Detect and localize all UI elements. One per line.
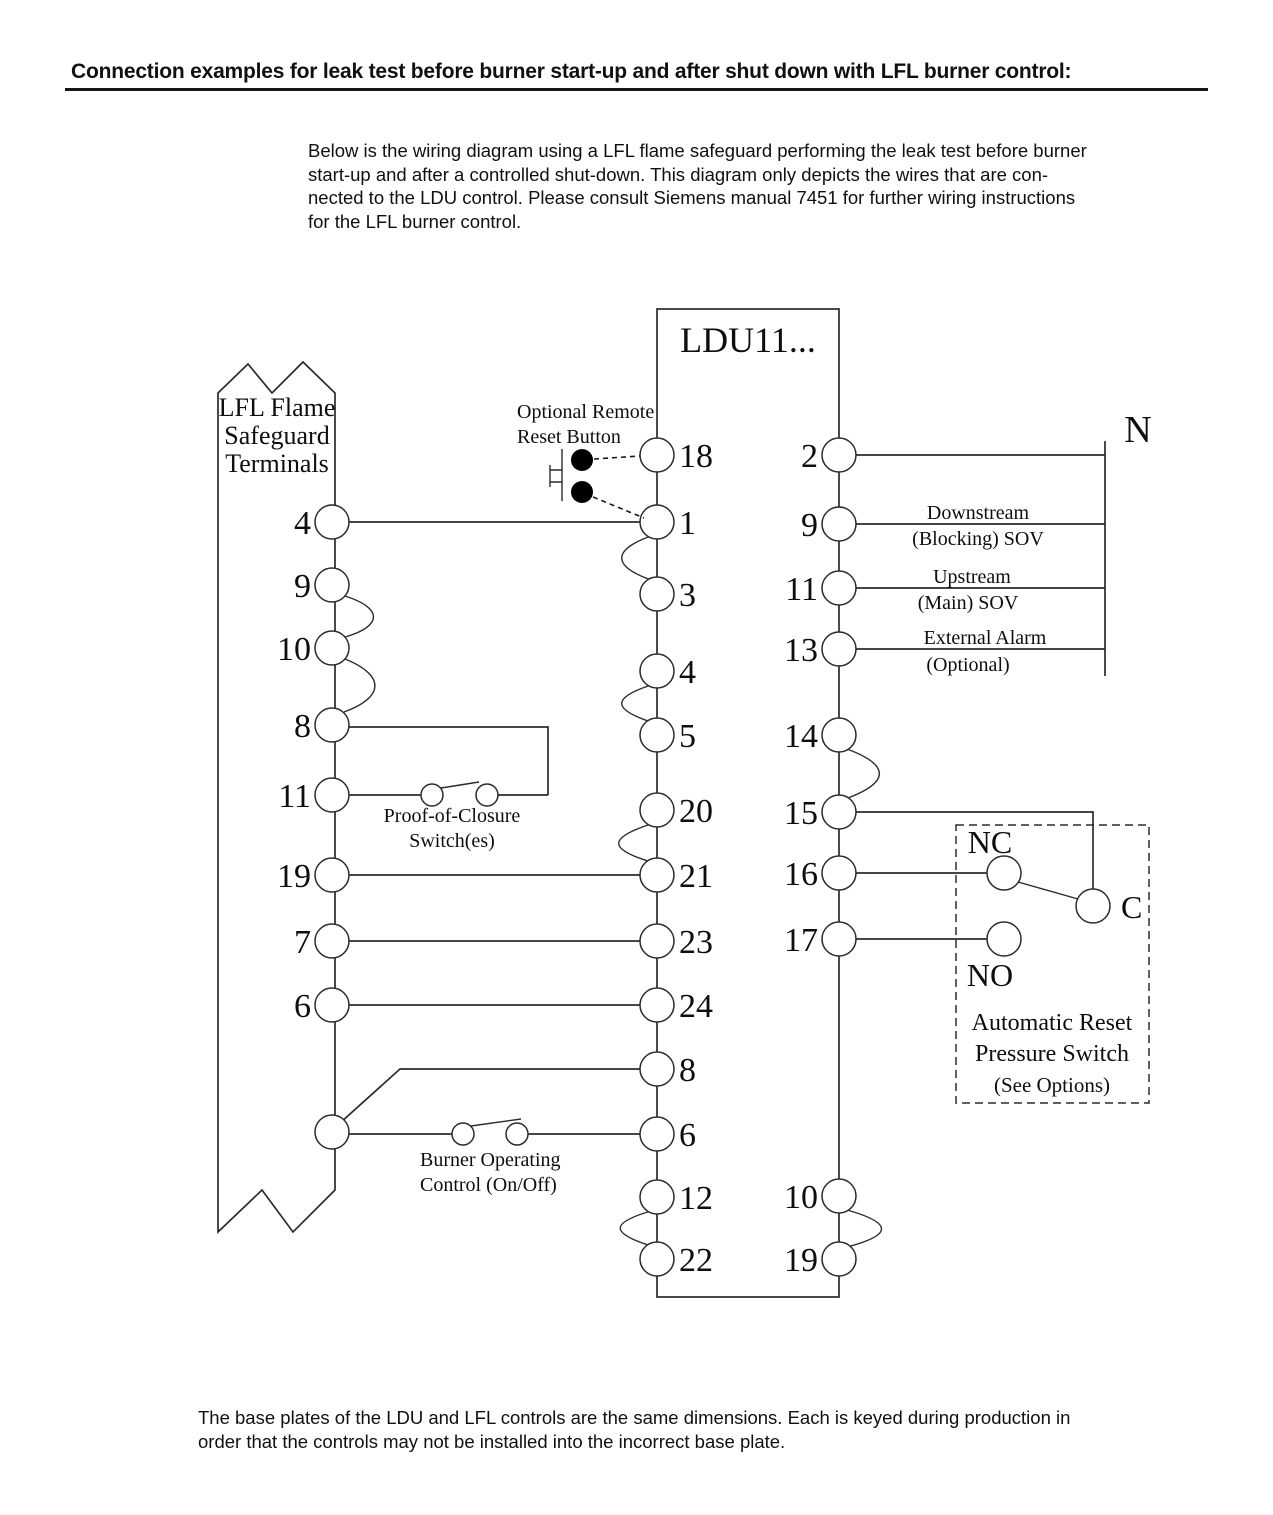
reset-button-actuator bbox=[550, 449, 562, 501]
lfl-block-label-line2: Safeguard bbox=[224, 421, 330, 450]
terminal-label: 2 bbox=[801, 438, 818, 475]
terminal-circle bbox=[640, 858, 674, 892]
terminal-circle bbox=[640, 793, 674, 827]
jumper-ldu20-ldu21 bbox=[619, 824, 651, 862]
terminal-label: 9 bbox=[294, 568, 311, 605]
terminal-circle bbox=[315, 858, 349, 892]
terminal-label: 8 bbox=[679, 1052, 696, 1089]
jumper-ldu12-ldu22 bbox=[620, 1211, 651, 1246]
pressure-switch-blade bbox=[1018, 882, 1078, 899]
ldu-terminal-19 bbox=[784, 1242, 856, 1279]
reset-button-label-line2: Reset Button bbox=[517, 426, 621, 448]
common-label: C bbox=[1121, 889, 1143, 925]
ldu-terminal-2 bbox=[801, 438, 856, 475]
terminal-label: 20 bbox=[679, 793, 713, 830]
terminal-circle bbox=[640, 654, 674, 688]
ldu-terminal-12 bbox=[640, 1180, 713, 1217]
reset-dashed-lead-to-1 bbox=[593, 497, 644, 518]
ldu-box-title: LDU11... bbox=[680, 320, 816, 360]
pressure-switch-label-line1: Automatic Reset bbox=[971, 1010, 1133, 1036]
terminal-label: 6 bbox=[294, 988, 311, 1025]
intro-line: start-up and after a controlled shut-down. This diagram only depicts the wires that are con- bbox=[308, 163, 1049, 185]
upstream-sov-line2: (Main) SOV bbox=[917, 592, 1019, 614]
lfl-terminals bbox=[277, 505, 349, 1149]
terminal-circle bbox=[822, 438, 856, 472]
external-alarm-line1: External Alarm bbox=[923, 627, 1047, 649]
proof-of-closure-switch bbox=[421, 782, 498, 806]
ldu-terminal-13 bbox=[784, 632, 856, 669]
boc-label-line2: Control (On/Off) bbox=[420, 1174, 557, 1196]
lfl-terminal-10 bbox=[277, 631, 349, 668]
terminal-label: 22 bbox=[679, 1242, 713, 1279]
neutral-label: N bbox=[1124, 409, 1152, 451]
burner-operating-switch bbox=[452, 1119, 528, 1145]
terminal-circle bbox=[822, 571, 856, 605]
terminal-label: 8 bbox=[294, 708, 311, 745]
terminal-circle bbox=[640, 1052, 674, 1086]
footer-paragraph bbox=[198, 1406, 1070, 1454]
terminal-circle bbox=[640, 1180, 674, 1214]
jumper-lfl10-lfl8 bbox=[344, 659, 375, 712]
terminal-circle bbox=[315, 988, 349, 1022]
downstream-sov-line1: Downstream bbox=[926, 502, 1030, 524]
nc-contact bbox=[987, 856, 1021, 890]
ldu-terminal-1 bbox=[640, 505, 696, 542]
terminal-label: 11 bbox=[785, 571, 818, 608]
terminal-label: 7 bbox=[294, 924, 311, 961]
poc-switch-blade bbox=[441, 782, 479, 788]
poc-contact-left bbox=[421, 784, 443, 806]
poc-contact-right bbox=[476, 784, 498, 806]
ldu-terminal-23 bbox=[640, 924, 713, 961]
boc-label-line1: Burner Operating bbox=[420, 1149, 561, 1171]
ldu-terminal-4 bbox=[640, 654, 696, 691]
terminal-label: 1 bbox=[679, 505, 696, 542]
lfl-block-label-line3: Terminals bbox=[225, 449, 329, 478]
common-contact bbox=[1076, 889, 1110, 923]
terminal-label: 19 bbox=[784, 1242, 818, 1279]
terminal-label: 15 bbox=[784, 795, 818, 832]
ldu-terminal-16 bbox=[784, 856, 856, 893]
ldu-terminal-17 bbox=[784, 922, 856, 959]
remote-reset-button bbox=[550, 449, 644, 518]
terminal-circle bbox=[822, 718, 856, 752]
terminal-label: 21 bbox=[679, 858, 713, 895]
jumper-ldu1-ldu3 bbox=[622, 536, 651, 580]
poc-label-line1: Proof-of-Closure bbox=[383, 805, 521, 827]
lfl-terminal-unlabeled bbox=[315, 1115, 349, 1149]
upstream-sov-line1: Upstream bbox=[933, 566, 1011, 588]
wire-boc-diagonal-to-ldu8 bbox=[340, 1069, 640, 1123]
terminal-circle bbox=[640, 577, 674, 611]
terminal-label: 18 bbox=[679, 438, 713, 475]
ldu-terminal-18 bbox=[640, 438, 713, 475]
terminal-label: 11 bbox=[278, 778, 311, 815]
ldu-terminal-24 bbox=[640, 988, 713, 1025]
intro-line: nected to the LDU control. Please consult Siemens manual 7451 for further wiring instructions bbox=[308, 187, 1076, 208]
page-title: Connection examples for leak test before burner start-up and after shut down with LFL burner control: bbox=[71, 60, 1072, 83]
terminal-circle bbox=[822, 856, 856, 890]
terminal-label: 9 bbox=[801, 507, 818, 544]
terminal-circle bbox=[315, 631, 349, 665]
ldu-terminal-10 bbox=[784, 1179, 856, 1216]
lfl-terminal-9 bbox=[294, 568, 349, 605]
terminal-circle bbox=[822, 795, 856, 829]
ldu-terminal-14 bbox=[784, 718, 856, 755]
terminal-label: 14 bbox=[784, 718, 818, 755]
terminal-label: 4 bbox=[294, 505, 311, 542]
terminal-circle bbox=[315, 568, 349, 602]
terminal-label: 19 bbox=[277, 858, 311, 895]
terminal-circle bbox=[640, 924, 674, 958]
reset-button-contact-bottom bbox=[571, 481, 593, 503]
terminal-circle bbox=[315, 708, 349, 742]
pressure-switch-label-line3: (See Options) bbox=[993, 1073, 1111, 1097]
terminal-label: 5 bbox=[679, 718, 696, 755]
terminal-circle bbox=[315, 924, 349, 958]
terminal-circle bbox=[640, 1117, 674, 1151]
ldu-terminal-21 bbox=[640, 858, 713, 895]
reset-button-label-line1: Optional Remote bbox=[517, 401, 655, 423]
poc-label-line2: Switch(es) bbox=[409, 830, 495, 852]
ldu-terminal-22 bbox=[640, 1242, 713, 1279]
terminal-circle bbox=[640, 1242, 674, 1276]
intro-line: Below is the wiring diagram using a LFL flame safeguard performing the leak test before burner bbox=[308, 140, 1087, 161]
ldu-terminal-5 bbox=[640, 718, 696, 755]
ldu-terminal-15 bbox=[784, 795, 856, 832]
terminal-circle bbox=[822, 632, 856, 666]
terminal-label: 23 bbox=[679, 924, 713, 961]
jumper-ldu14-ldu15 bbox=[847, 749, 879, 798]
terminal-circle bbox=[315, 505, 349, 539]
terminal-circle bbox=[640, 438, 674, 472]
lfl-terminal-11 bbox=[278, 778, 349, 815]
nc-label: NC bbox=[967, 824, 1013, 860]
reset-button-contact-top bbox=[571, 449, 593, 471]
terminal-label: 10 bbox=[784, 1179, 818, 1216]
external-alarm-line2: (Optional) bbox=[926, 654, 1010, 676]
pressure-switch-contacts bbox=[987, 856, 1110, 956]
ldu-left-terminals bbox=[640, 438, 713, 1279]
ldu-terminal-9 bbox=[801, 507, 856, 544]
terminal-circle bbox=[315, 1115, 349, 1149]
footer-line: order that the controls may not be installed into the incorrect base plate. bbox=[198, 1431, 786, 1452]
boc-contact-right bbox=[506, 1123, 528, 1145]
terminal-label: 4 bbox=[679, 654, 696, 691]
jumper-lfl9-lfl10 bbox=[345, 596, 374, 637]
terminal-circle bbox=[640, 988, 674, 1022]
terminal-label: 10 bbox=[277, 631, 311, 668]
jumper-ldu10-ldu19 bbox=[847, 1210, 882, 1247]
no-contact bbox=[987, 922, 1021, 956]
lfl-terminal-7 bbox=[294, 924, 349, 961]
reset-dashed-lead-to-18 bbox=[594, 456, 640, 459]
terminal-circle bbox=[640, 718, 674, 752]
no-label: NO bbox=[966, 957, 1014, 993]
ldu-right-terminals bbox=[784, 438, 856, 1279]
jumper-ldu4-ldu5 bbox=[622, 685, 651, 722]
ldu-terminal-3 bbox=[640, 577, 696, 614]
terminal-label: 24 bbox=[679, 988, 713, 1025]
terminal-label: 16 bbox=[784, 856, 818, 893]
terminal-circle bbox=[315, 778, 349, 812]
ldu-terminal-20 bbox=[640, 793, 713, 830]
downstream-sov-line2: (Blocking) SOV bbox=[912, 528, 1044, 550]
terminal-label: 6 bbox=[679, 1117, 696, 1154]
lfl-terminal-19 bbox=[277, 858, 349, 895]
pressure-switch-label-line2: Pressure Switch bbox=[975, 1041, 1129, 1067]
lfl-block-label-line1: LFL Flame bbox=[218, 393, 336, 422]
terminal-label: 17 bbox=[784, 922, 818, 959]
ldu-terminal-6 bbox=[640, 1117, 696, 1154]
ldu-terminal-11 bbox=[785, 571, 856, 608]
boc-contact-left bbox=[452, 1123, 474, 1145]
ldu-terminal-8 bbox=[640, 1052, 696, 1089]
terminal-circle bbox=[640, 505, 674, 539]
terminal-label: 12 bbox=[679, 1180, 713, 1217]
terminal-circle bbox=[822, 507, 856, 541]
terminal-circle bbox=[822, 1242, 856, 1276]
lfl-terminal-8 bbox=[294, 708, 349, 745]
intro-line: for the LFL burner control. bbox=[308, 210, 522, 232]
wire-poc-top bbox=[349, 727, 548, 795]
terminal-circle bbox=[822, 922, 856, 956]
lfl-terminal-6 bbox=[294, 988, 349, 1025]
terminal-label: 3 bbox=[679, 577, 696, 614]
terminal-label: 13 bbox=[784, 632, 818, 669]
footer-line: The base plates of the LDU and LFL controls are the same dimensions. Each is keyed during production in bbox=[198, 1407, 1071, 1428]
terminal-circle bbox=[822, 1179, 856, 1213]
lfl-terminal-4 bbox=[294, 505, 349, 542]
